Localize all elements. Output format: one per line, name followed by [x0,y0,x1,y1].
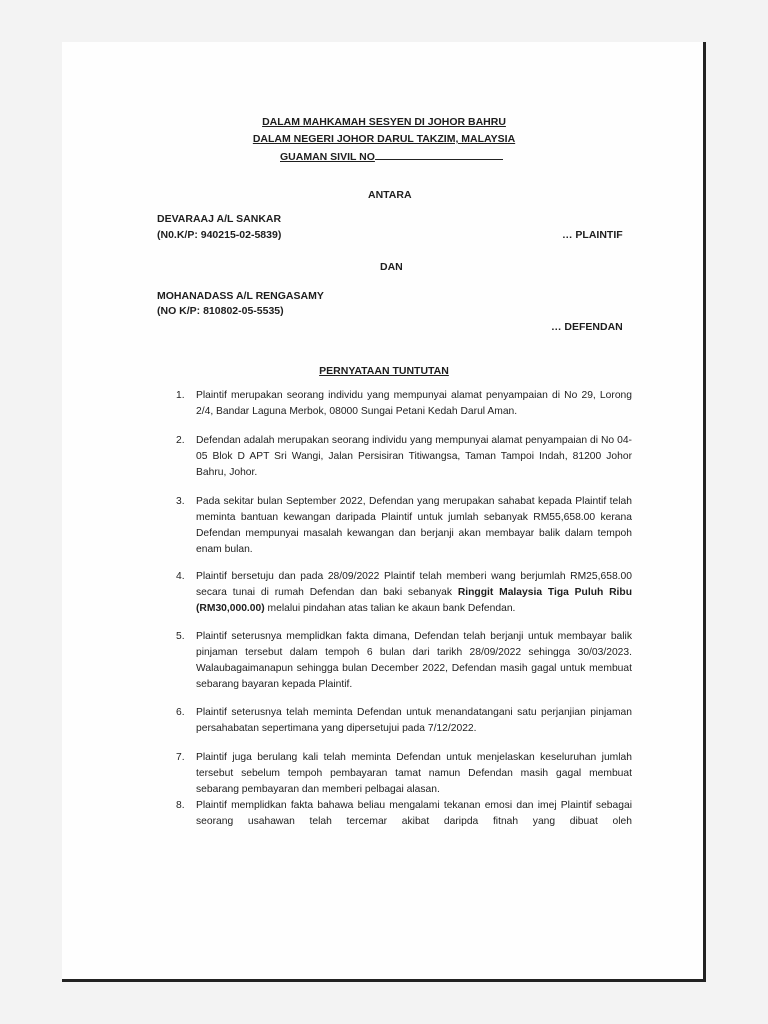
paragraph-number: 4. [176,571,185,582]
civil-suit-number [280,150,503,163]
defendant-ic: (NO K/P: 810802-05-5535) [157,305,284,317]
paragraph-text: Plaintif juga berulang kali telah meminta Defendan untuk menjelaskan keseluruhan jumlah tersebut sebelum tempoh pembayaran tamat namun Defendan masih gagal membuat sebarang pembayaran dan memberi pelbagai alasan. [196,752,632,795]
defendant-role: … DEFENDAN [551,321,623,333]
paragraph-number: 8. [176,800,185,811]
plaintiff-ic: (N0.K/P: 940215-02-5839) [157,229,282,241]
paragraph-1 [176,388,632,420]
plaintiff-role: … PLAINTIF [562,229,623,241]
paragraph-4 [176,569,632,617]
civil-suit-label: GUAMAN SIVIL NO [280,151,375,163]
paragraph-text [196,569,632,617]
paragraph-text-part: Plaintif bersetuju dan pada 28/09/2022 Plaintif telah memberi wang berjumlah RM25,658.00 secara tunai di rumah Defendan dan baki sebanyak [196,571,632,598]
dan-label: DAN [380,261,403,273]
paragraph-text: Plaintif merupakan seorang individu yang mempunyai alamat penyampaian di No 29, Lorong 2/4, Bandar Laguna Merbok, 08000 Sungai Petani Kedah Darul Aman. [196,390,632,417]
paragraph-number: 6. [176,707,185,718]
court-name: DALAM MAHKAMAH SESYEN DI JOHOR BAHRU [262,116,506,128]
paragraph-7 [176,750,632,798]
court-state: DALAM NEGERI JOHOR DARUL TAKZIM, MALAYSIA [252,133,516,145]
paragraph-5 [176,629,632,693]
paragraph-number: 3. [176,496,185,507]
paragraph-number: 5. [176,631,185,642]
paragraph-text-part: melalui pindahan atas talian ke akaun bank Defendan. [264,603,516,614]
paragraph-2 [176,433,632,481]
paragraph-8 [176,798,632,830]
paragraph-text: Pada sekitar bulan September 2022, Defendan yang merupakan sahabat kepada Plaintif telah meminta bantuan kewangan daripada Plaintif untuk jumlah sebanyak RM55,658.00 kerana Defendan mempunyai masalah kewangan dan berjanji akan membayar balik dalam tempoh enam bulan. [196,496,632,555]
paragraph-3 [176,494,632,558]
document-title: PERNYATAAN TUNTUTAN [319,365,449,377]
antara-label: ANTARA [368,189,412,201]
defendant-name: MOHANADASS A/L RENGASAMY [157,290,324,302]
paragraph-amount-bold: Ringgit Malaysia Tiga Puluh Ribu (RM30,000.00) [196,587,632,614]
suit-number-blank [375,150,503,160]
paragraph-number: 7. [176,752,185,763]
plaintiff-name: DEVARAAJ A/L SANKAR [157,213,282,225]
paragraph-6 [176,705,632,737]
paragraph-text: Plaintif seterusnya telah meminta Defendan untuk menandatangani satu perjanjian pinjaman persahabatan sepertimana yang dipersetujui pada 7/12/2022. [196,707,632,734]
paragraph-text: Defendan adalah merupakan seorang individu yang mempunyai alamat penyampaian di No 04-05 Blok D APT Sri Wangi, Jalan Persisiran Titiwangsa, Taman Tampoi Indah, 81200 Johor Bahru, Johor. [196,435,632,478]
paragraph-number: 2. [176,435,185,446]
paragraph-number: 1. [176,390,185,401]
paragraph-text: Plaintif seterusnya memplidkan fakta dimana, Defendan telah berjanji untuk membayar balik pinjaman tersebut dalam tempoh 6 bulan dari tarikh 28/09/2022 sehingga 30/03/2023. Walaubagaimanapun sehingga bulan December 2022, Defendan masih gagal untuk membuat sebarang bayaran kepada Plaintif. [196,631,632,690]
paragraph-text: Plaintif memplidkan fakta bahawa beliau mengalami tekanan emosi dan imej Plaintif sebagai seorang usahawan telah tercemar akibat daripda fitnah yang dibuat oleh [196,800,632,827]
